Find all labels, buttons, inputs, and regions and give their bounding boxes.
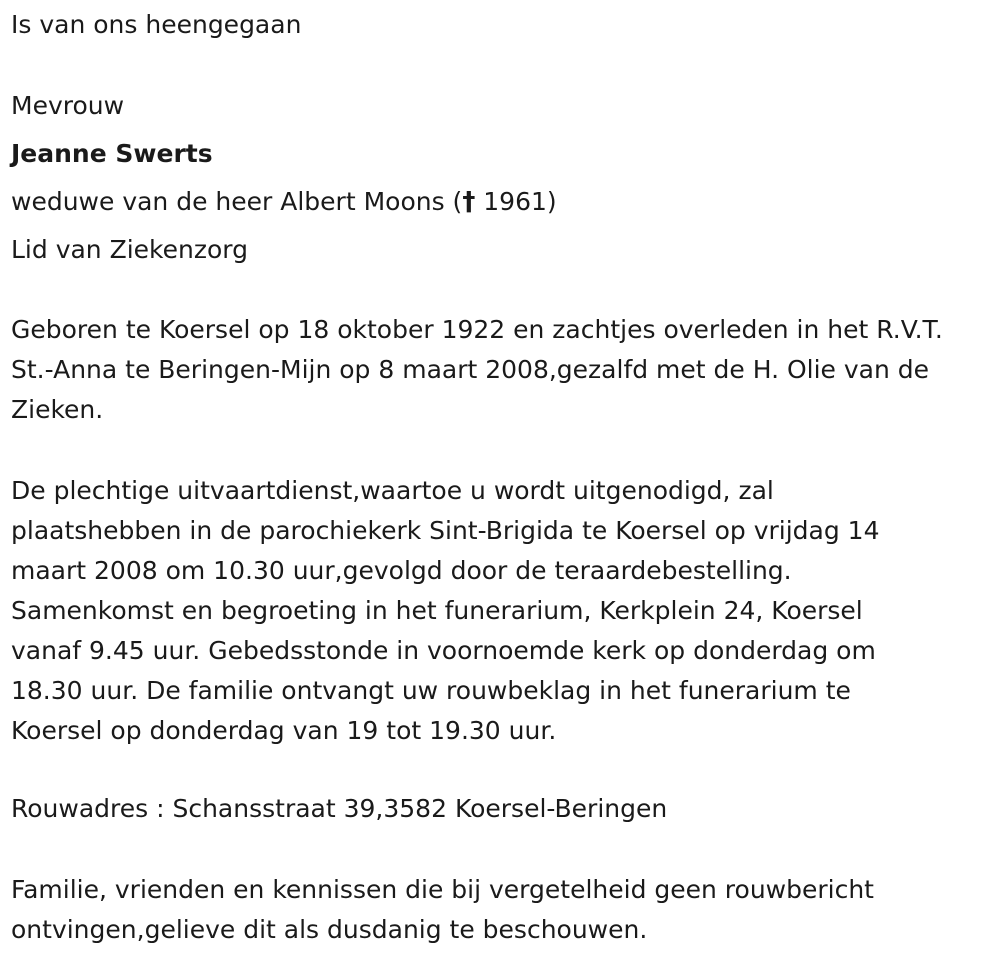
closing-paragraph (11, 870, 996, 950)
birth-death-paragraph (11, 310, 996, 430)
paragraph-line: Zieken. (11, 395, 104, 424)
spouse-suffix: 1961) (483, 187, 557, 216)
salutation-text: Mevrouw (11, 91, 125, 120)
paragraph-line: Familie, vrienden en kennissen die bij vergetelheid geen rouwbericht (11, 875, 874, 904)
paragraph-line: ontvingen,gelieve dit als dusdanig te beschouwen. (11, 915, 648, 944)
address-paragraph (11, 789, 996, 829)
paragraph-line: St.-Anna te Beringen-Mijn op 8 maart 2008,gezalfd met de H. Olie van de (11, 355, 930, 384)
paragraph-line: maart 2008 om 10.30 uur,gevolgd door de teraardebestelling. (11, 556, 792, 585)
paragraph-line: Geboren te Koersel op 18 oktober 1922 en zachtjes overleden in het R.V.T. (11, 315, 943, 344)
membership-text: Lid van Ziekenzorg (11, 235, 248, 264)
deceased-name: Jeanne Swerts (11, 139, 213, 168)
paragraph-line: Koersel op donderdag van 19 tot 19.30 uur. (11, 716, 557, 745)
paragraph-line: vanaf 9.45 uur. Gebedsstonde in voornoemde kerk op donderdag om (11, 636, 876, 665)
paragraph-line: plaatshebben in de parochiekerk Sint-Brigida te Koersel op vrijdag 14 (11, 516, 880, 545)
intro-text: Is van ons heengegaan (11, 10, 302, 39)
paragraph-line: Samenkomst en begroeting in het funerarium, Kerkplein 24, Koersel (11, 596, 863, 625)
spouse-line (11, 186, 557, 218)
paragraph-line: De plechtige uitvaartdienst,waartoe u wordt uitgenodigd, zal (11, 476, 774, 505)
cross-icon: † (462, 187, 476, 217)
paragraph-line: 18.30 uur. De familie ontvangt uw rouwbeklag in het funerarium te (11, 676, 851, 705)
funeral-paragraph (11, 471, 996, 751)
address-text: Rouwadres : Schansstraat 39,3582 Koersel-Beringen (11, 794, 668, 823)
spouse-prefix: weduwe van de heer Albert Moons ( (11, 187, 463, 216)
